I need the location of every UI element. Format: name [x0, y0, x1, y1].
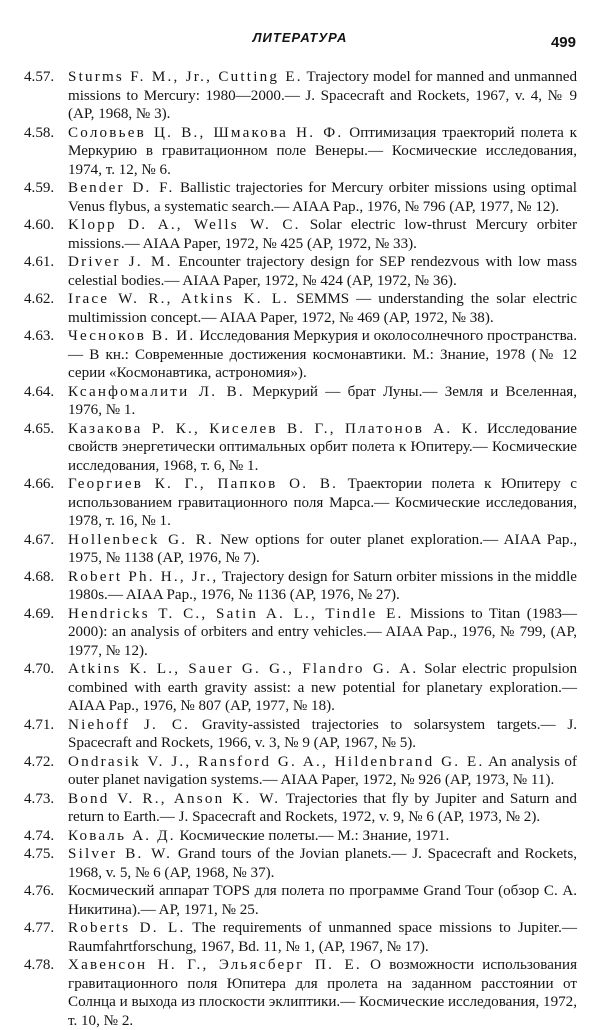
reference-number: 4.70. [24, 661, 55, 677]
reference-entry [24, 383, 577, 420]
reference-authors: Коваль А. Д. [68, 827, 176, 844]
reference-entry [24, 956, 577, 1030]
reference-number: 4.64. [24, 383, 55, 400]
reference-authors: Robert Ph. H., Jr., [68, 568, 219, 585]
reference-authors: Klopp D. A., Wells W. C. [68, 217, 301, 233]
reference-number: 4.63. [24, 328, 55, 344]
reference-text: Ballistic trajectories for Mercury orbiter missions using optimal Venus flybus, a systematic search.— AIAA Pap., 1976, № 796 (AP, 1977, № 12). [68, 180, 577, 215]
reference-text: Gravity-assisted trajectories to solarsystem targets.— J. Spacecraft and Rockets, 1966, v. 3, № 9 (AP, 1967, № 5). [68, 716, 577, 751]
reference-number: 4.72. [24, 753, 55, 770]
reference-authors: Atkins K. L., Sauer G. G., Flandro G. A. [68, 661, 419, 677]
reference-text: Траектории полета к Юпитеру с использованием гравитационного поля Марса.— Космические исследования, 1978, т. 16, № 1. [68, 476, 577, 529]
reference-number: 4.66. [24, 476, 55, 492]
reference-number: 4.57. [24, 69, 55, 85]
reference-entry [24, 919, 577, 956]
reference-entry [24, 660, 577, 716]
reference-authors: Irace W. R., Atkins K. L. [68, 291, 290, 307]
reference-text: Меркурий — брат Луны.— Земля и Вселенная, 1976, № 1. [68, 383, 577, 418]
reference-entry [24, 327, 577, 383]
reference-authors: Driver J. M. [68, 254, 173, 270]
reference-authors: Георгиев К. Г., Папков О. В. [68, 476, 339, 492]
reference-authors: Silver B. W. [68, 846, 173, 862]
reference-entry [24, 845, 577, 882]
reference-text: О возможности использования гравитационного поля Юпитера для пролета на заданном расстоянии от Солнца и выхода из плоскости эклиптики.— Космические исследования, 1972, т. 10, № 2. [68, 957, 578, 1029]
reference-authors: Ксанфомалити Л. В. [68, 383, 245, 400]
reference-authors: Sturms F. M., Jr., Cutting E. [68, 69, 303, 85]
reference-number: 4.76. [24, 883, 55, 899]
reference-entry [24, 179, 577, 216]
reference-text: Исследования Меркурия и околосолнечного пространства.— В кн.: Современные достижения космонавтики. М.: Знание, 1978 (№ 12 серии «Космонавтика, астрономия»). [68, 328, 578, 381]
reference-entry [24, 605, 577, 661]
reference-number: 4.69. [24, 605, 55, 622]
reference-authors: Казакова Р. К., Киселев В. Г., Платонов А. К. [68, 420, 480, 437]
reference-number: 4.59. [24, 180, 55, 196]
reference-number: 4.60. [24, 217, 55, 233]
reference-entry [24, 68, 577, 124]
reference-authors: Чесноков В. И. [68, 328, 196, 344]
reference-text: The requirements of unmanned space missions to Jupiter.— Raumfahrtforschung, 1967, Bd. 11, № 1, (AP, 1967, № 17). [68, 920, 577, 955]
reference-number: 4.67. [24, 531, 55, 548]
reference-text: Trajectory model for manned and unmanned missions to Mercury: 1980—2000.— J. Spacecraft and Rockets, 1967, v. 4, № 9 (AP, 1968, № 3). [68, 69, 577, 122]
running-title: ЛИТЕРАТУРА [252, 30, 348, 45]
reference-number: 4.62. [24, 291, 55, 307]
reference-authors: Хавенсон Н. Г., Эльясберг П. Е. [68, 957, 362, 973]
reference-authors: Hollenbeck G. R. [68, 531, 214, 548]
reference-entry [24, 827, 577, 846]
reference-authors: Roberts D. L. [68, 920, 186, 936]
reference-text: Encounter trajectory design for SEP rendezvous with low mass celestial bodies.— AIAA Paper, 1972, № 424 (AP, 1972, № 36). [68, 254, 577, 289]
reference-entry [24, 216, 577, 253]
reference-authors: Ondrasik V. J., Ransford G. A., Hildenbrand G. E. [68, 753, 485, 770]
reference-entry [24, 568, 577, 605]
reference-authors: Hendricks T. C., Satin A. L., Tindle E. [68, 605, 404, 622]
reference-entry [24, 531, 577, 568]
reference-entry [24, 124, 577, 180]
reference-text: Оптимизация траекторий полета к Меркурию в гравитационном поле Венеры.— Космические исследования, 1974, т. 12, № 6. [68, 124, 577, 178]
reference-entry [24, 253, 577, 290]
reference-entry [24, 753, 577, 790]
reference-entry [24, 716, 577, 753]
reference-authors: Соловьев Ц. В., Шмакова Н. Ф. [68, 124, 344, 141]
reference-text: Solar electric propulsion combined with earth gravity assist: a new potential for planetary exploration.— AIAA Pap., 1976, № 807 (AP, 1977, № 18). [68, 661, 577, 714]
reference-text: An analysis of outer planet navigation systems.— AIAA Paper, 1972, № 926 (AP, 1973, № 11). [68, 753, 577, 788]
reference-entry [24, 882, 577, 919]
reference-text: Grand tours of the Jovian planets.— J. Spacecraft and Rockets, 1968, v. 5, № 6 (AP, 1968, № 37). [68, 846, 577, 881]
reference-entry [24, 790, 577, 827]
reference-authors: Bender D. F. [68, 180, 175, 196]
reference-list [24, 68, 577, 1030]
reference-text: New options for outer planet exploration.— AIAA Pap., 1975, № 1138 (AP, 1976, № 7). [68, 531, 577, 566]
reference-number: 4.71. [24, 716, 55, 733]
reference-entry [24, 290, 577, 327]
reference-authors: Bond V. R., Anson K. W. [68, 790, 281, 807]
reference-text: Trajectory design for Saturn orbiter missions in the middle 1980s.— AIAA Pap., 1976, № 1136 (AP, 1976, № 27). [68, 568, 577, 603]
reference-entry [24, 420, 577, 476]
reference-text: Космический аппарат TOPS для полета по программе Grand Tour (обзор С. А. Никитина).— AP, 1971, № 25. [68, 883, 577, 918]
reference-number: 4.77. [24, 920, 55, 936]
reference-number: 4.74. [24, 827, 55, 844]
reference-text: Missions to Titan (1983—2000): an analysis of orbiters and entry vehicles.— AIAA Pap., 1976, № 799, (AP, 1977, № 12). [68, 605, 578, 659]
reference-number: 4.68. [24, 568, 55, 585]
reference-authors: Niehoff J. C. [68, 716, 191, 733]
reference-text: Космические полеты.— М.: Знание, 1971. [175, 827, 450, 844]
reference-entry [24, 475, 577, 531]
page-header [0, 28, 600, 52]
page-number: 499 [550, 34, 576, 51]
reference-text: SEMMS — understanding the solar electric multimission concept.— AIAA Paper, 1972, № 469 (AP, 1972, № 38). [68, 291, 577, 326]
reference-text: Исследование свойств энергетически оптимальных орбит полета к Юпитеру.— Космические исследования, 1968, т. 6, № 1. [68, 420, 577, 474]
reference-number: 4.65. [24, 420, 55, 437]
reference-number: 4.61. [24, 254, 55, 270]
reference-number: 4.75. [24, 846, 55, 862]
reference-text: Trajectories that fly by Jupiter and Saturn and return to Earth.— J. Spacecraft and Rockets, 1972, v. 9, № 6 (AP, 1973, № 2). [68, 790, 577, 825]
reference-number: 4.78. [24, 957, 55, 973]
reference-number: 4.58. [24, 124, 55, 141]
reference-text: Solar electric low-thrust Mercury orbiter missions.— AIAA Paper, 1972, № 425 (AP, 1972, № 33). [68, 217, 577, 252]
reference-number: 4.73. [24, 790, 55, 807]
